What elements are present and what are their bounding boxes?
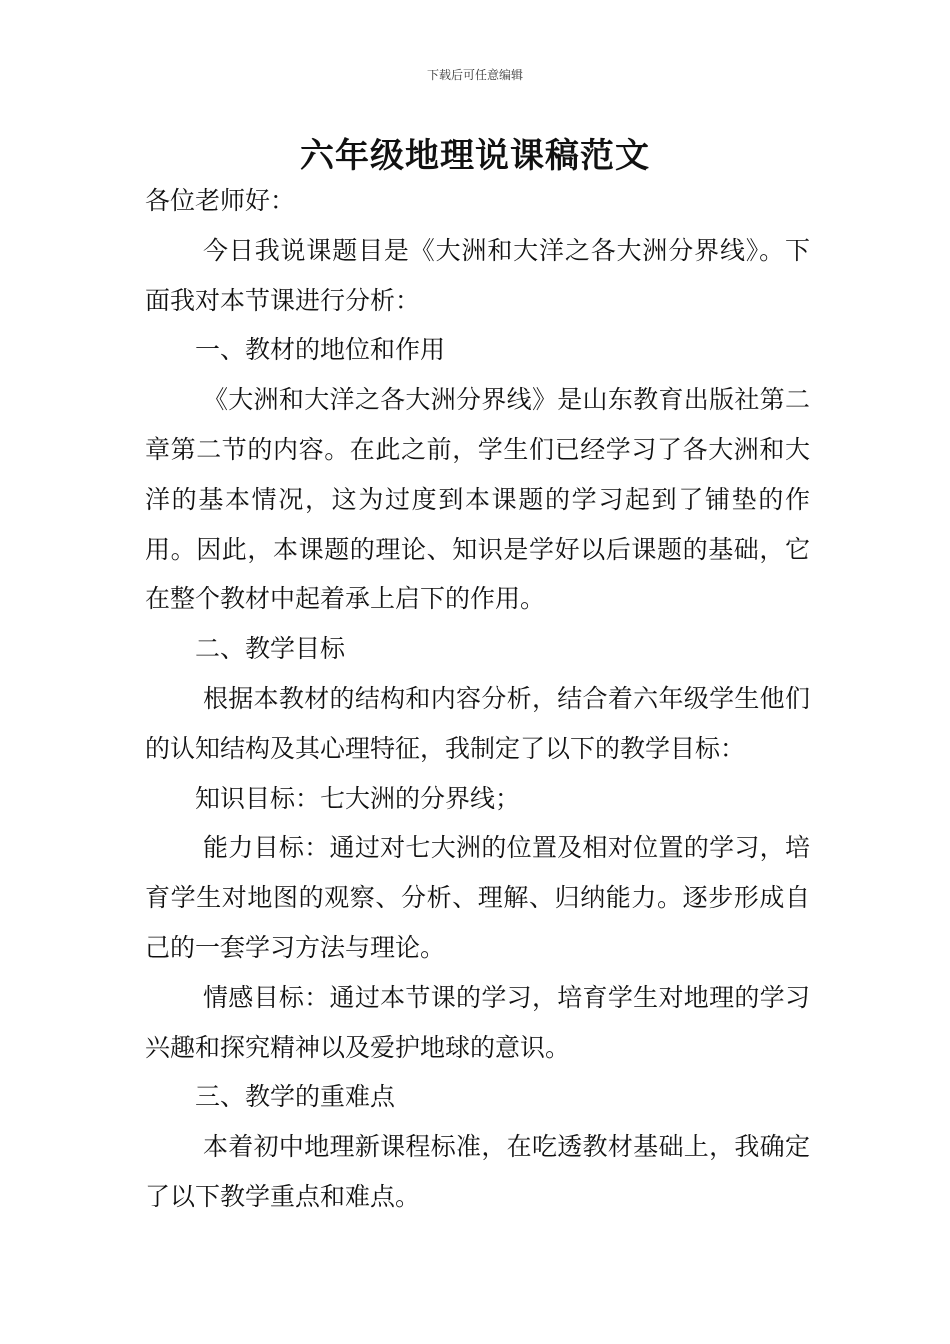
document-title: 六年级地理说课稿范文: [300, 136, 650, 176]
body-paragraph: 根据本教材的结构和内容分析，结合着六年级学生他们的认知结构及其心理特征，我制定了以下的教学目标：: [145, 683, 810, 763]
section-heading-1: 一、教材的地位和作用: [195, 335, 446, 365]
emotion-goal-paragraph: 情感目标：通过本节课的学习，培育学生对地理的学习兴趣和探究精神以及爱护地球的意识。: [145, 982, 810, 1062]
ability-goal-paragraph: 能力目标：通过对七大洲的位置及相对位置的学习，培育学生对地图的观察、分析、理解、归纳能力。逐步形成自己的一套学习方法与理论。: [145, 833, 810, 962]
section-heading-3: 三、教学的重难点: [195, 1082, 396, 1112]
body-paragraph: 《大洲和大洋之各大洲分界线》是山东教育出版社第二章第二节的内容。在此之前，学生们已经学习了各大洲和大洋的基本情况，这为过度到本课题的学习起到了铺垫的作用。因此，本课题的理论、知识是学好以后课题的基础，它在整个教材中起着承上启下的作用。: [145, 385, 810, 614]
page-header-note: 下载后可任意编辑: [426, 68, 523, 82]
knowledge-goal-paragraph: 知识目标：七大洲的分界线；: [195, 783, 521, 813]
intro-paragraph: 今日我说课题目是《大洲和大洋之各大洲分界线》。下面我对本节课进行分析：: [145, 235, 810, 315]
section-heading-2: 二、教学目标: [195, 634, 346, 664]
document-body: [145, 176, 810, 1222]
body-paragraph: 本着初中地理新课程标准，在吃透教材基础上，我确定了以下教学重点和难点。: [145, 1132, 810, 1211]
greeting-paragraph: 各位老师好：: [145, 186, 296, 215]
